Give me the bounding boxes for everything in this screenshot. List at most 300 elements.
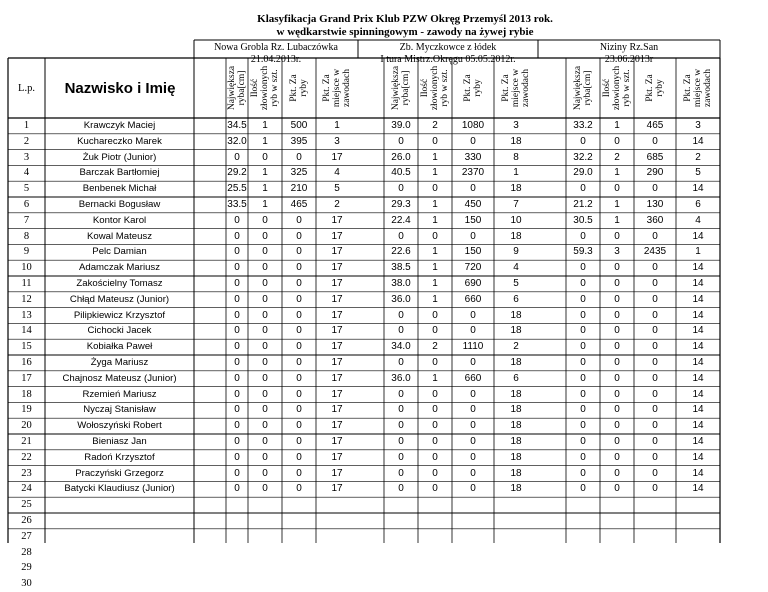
cell-fish-count: 0 [614,436,620,447]
cell-fish-points: 0 [652,372,658,384]
cell-fish-count: 0 [432,483,438,495]
cell-fish-points: 0 [652,293,658,305]
row-number: 12 [21,293,32,305]
cell-place-points: 17 [331,262,343,274]
cell-fish-points: 0 [470,309,476,321]
cell-fish-count: 0 [614,341,620,353]
cell-fish-count: 0 [432,309,438,321]
competitor-name: Barczak Bartłomiej [79,167,160,179]
cell-fish-count: 1 [262,135,268,147]
cell-fish-count: 0 [262,483,268,495]
cell-fish-points: 0 [470,420,476,432]
competitor-name: Bernacki Bogusław [78,199,161,210]
lp-header: L.p. [18,82,35,94]
competitor-name: Chajnosz Mateusz (Junior) [62,372,177,384]
cell-biggest-fish: 0 [398,436,404,447]
cell-fish-points: 0 [652,451,658,463]
column-header-fish-points [452,58,494,118]
cell-place-points: 14 [692,262,704,274]
cell-place-points: 14 [692,420,704,432]
cell-biggest-fish: 0 [580,230,586,242]
row-number: 3 [23,151,30,163]
cell-fish-count: 1 [262,120,268,131]
cell-fish-count: 0 [432,436,438,447]
row-number: 16 [21,357,32,368]
cell-fish-points: 0 [470,388,476,400]
competitor-name: Zakościelny Tomasz [76,278,163,289]
cell-fish-points: 210 [290,183,308,195]
cell-fish-count: 0 [262,214,268,226]
cell-fish-count: 0 [432,357,438,368]
cell-fish-count: 0 [262,436,268,447]
cell-place-points: 1 [513,167,519,179]
cell-biggest-fish: 0 [234,467,240,479]
cell-biggest-fish: 0 [234,246,240,258]
cell-biggest-fish: 34.0 [391,341,411,353]
column-header-text: Pkt. Za ryby [645,74,665,102]
cell-fish-count: 1 [614,167,620,179]
cell-fish-points: 290 [646,167,664,179]
cell-place-points: 18 [510,483,522,495]
cell-fish-points: 0 [296,451,302,463]
column-header-text: Największa ryba[cm] [227,65,248,111]
cell-biggest-fish: 33.5 [227,199,247,210]
cell-fish-points: 465 [646,120,664,131]
cell-place-points: 17 [331,404,343,416]
cell-biggest-fish: 21.2 [573,199,593,210]
cell-place-points: 17 [331,309,343,321]
cell-biggest-fish: 0 [398,388,404,400]
cell-place-points: 14 [692,357,704,368]
cell-biggest-fish: 0 [398,451,404,463]
cell-fish-points: 330 [464,151,482,163]
row-number: 18 [21,388,32,400]
cell-biggest-fish: 0 [398,230,404,242]
cell-fish-count: 0 [432,135,438,147]
cell-place-points: 18 [510,183,522,195]
row-number: 29 [21,562,32,574]
cell-place-points: 2 [513,341,519,353]
cell-place-points: 4 [695,214,701,226]
row-number: 9 [23,246,30,258]
name-header: Nazwisko i Imię [64,79,176,97]
row-number: 6 [23,199,30,210]
cell-fish-points: 0 [652,230,658,242]
cell-fish-points: 0 [652,357,658,368]
row-number: 14 [21,325,32,337]
cell-fish-points: 0 [652,483,658,495]
cell-fish-count: 0 [614,325,620,337]
cell-fish-count: 1 [614,199,620,210]
cell-fish-count: 3 [614,246,620,258]
cell-fish-points: 0 [652,388,658,400]
cell-place-points: 17 [331,341,343,353]
row-number: 17 [21,372,32,384]
column-header-text: Ilość złowionych ryb w szt. [250,65,281,111]
cell-fish-count: 0 [262,420,268,432]
cell-biggest-fish: 0 [398,325,404,337]
column-header-text: Ilość złowionych ryb w szt. [602,65,633,111]
cell-biggest-fish: 0 [580,372,586,384]
cell-fish-points: 720 [464,262,482,274]
cell-fish-points: 0 [652,278,658,289]
cell-place-points: 5 [513,278,519,289]
cell-fish-count: 0 [614,467,620,479]
cell-biggest-fish: 39.0 [391,120,411,131]
cell-fish-points: 690 [464,278,482,289]
cell-fish-points: 0 [296,467,302,479]
venue-date: 21.04.2013r. [250,54,302,65]
competitor-name: Benbenek Michał [82,183,157,195]
cell-fish-count: 0 [614,357,620,368]
column-header-fish-count [600,58,634,118]
cell-biggest-fish: 25.5 [227,183,247,195]
cell-fish-count: 1 [614,214,620,226]
cell-fish-count: 0 [262,309,268,321]
cell-place-points: 17 [331,246,343,258]
cell-fish-count: 1 [432,246,438,258]
column-header-text: Największa ryba[cm] [391,65,412,111]
cell-place-points: 14 [692,372,704,384]
cell-biggest-fish: 0 [580,309,586,321]
cell-fish-points: 0 [296,404,302,416]
cell-biggest-fish: 0 [580,451,586,463]
cell-biggest-fish: 0 [234,325,240,337]
cell-place-points: 14 [692,325,704,337]
cell-place-points: 18 [510,309,522,321]
cell-fish-count: 0 [614,388,620,400]
cell-biggest-fish: 0 [398,183,404,195]
row-number: 4 [23,167,30,179]
cell-place-points: 14 [692,483,704,495]
cell-fish-count: 1 [262,199,268,210]
row-number: 5 [23,183,30,195]
cell-fish-count: 0 [432,183,438,195]
cell-biggest-fish: 0 [234,388,240,400]
cell-fish-points: 0 [296,230,302,242]
column-header-text: Pkt. Za miejsce w zawodach [501,68,531,108]
cell-biggest-fish: 0 [234,278,240,289]
cell-biggest-fish: 0 [398,357,404,368]
cell-fish-points: 0 [296,357,302,368]
cell-fish-points: 500 [290,120,308,131]
competitor-name: Wołoszyński Robert [77,420,162,432]
cell-fish-count: 0 [614,404,620,416]
row-number: 22 [21,451,32,463]
cell-place-points: 18 [510,420,522,432]
row-number: 8 [23,230,30,242]
column-header-text: Pkt. Za ryby [289,74,309,102]
column-header-text: Pkt. Za miejsce w zawodach [683,68,713,108]
cell-fish-count: 0 [614,230,620,242]
cell-place-points: 17 [331,483,343,495]
venue-date: I tura Mistrz.Okręgu 05.05.2012r. [380,54,516,65]
cell-place-points: 14 [692,135,704,147]
cell-fish-count: 1 [432,293,438,305]
cell-place-points: 14 [692,436,704,447]
cell-biggest-fish: 0 [234,451,240,463]
cell-fish-count: 0 [614,483,620,495]
column-header-place-points [676,58,720,118]
cell-biggest-fish: 0 [234,436,240,447]
row-number: 24 [21,483,32,495]
cell-biggest-fish: 0 [398,309,404,321]
cell-place-points: 18 [510,436,522,447]
cell-biggest-fish: 0 [234,309,240,321]
cell-biggest-fish: 22.6 [391,246,411,258]
cell-place-points: 14 [692,467,704,479]
cell-fish-points: 0 [296,246,302,258]
cell-biggest-fish: 26.0 [391,151,411,163]
cell-fish-points: 450 [464,199,482,210]
cell-fish-points: 0 [296,151,302,163]
column-header-fish-count [248,58,282,118]
column-header-fish-points [282,58,316,118]
cell-place-points: 18 [510,135,522,147]
cell-place-points: 18 [510,467,522,479]
cell-fish-count: 0 [262,372,268,384]
cell-fish-points: 150 [464,214,482,226]
cell-biggest-fish: 34.5 [227,120,247,131]
cell-fish-count: 0 [614,309,620,321]
cell-biggest-fish: 30.5 [573,214,593,226]
cell-fish-count: 0 [262,230,268,242]
cell-fish-count: 0 [262,388,268,400]
competitor-name: Krawczyk Maciej [83,120,156,131]
cell-fish-points: 0 [652,135,658,147]
cell-place-points: 4 [513,262,519,274]
venue-name: Niziny Rz.San [599,42,659,53]
cell-biggest-fish: 0 [580,436,586,447]
cell-place-points: 17 [331,436,343,447]
row-number: 25 [21,499,32,511]
cell-place-points: 14 [692,293,704,305]
cell-fish-points: 0 [652,341,658,353]
row-number: 1 [23,120,30,131]
competitor-name: Cichocki Jacek [87,325,152,337]
cell-biggest-fish: 0 [398,420,404,432]
cell-fish-points: 0 [470,404,476,416]
cell-biggest-fish: 40.5 [391,167,411,179]
cell-fish-count: 0 [614,372,620,384]
competitor-name: Radoń Krzysztof [84,451,155,463]
cell-fish-points: 130 [646,199,664,210]
cell-biggest-fish: 0 [580,293,586,305]
cell-biggest-fish: 0 [580,483,586,495]
cell-fish-count: 0 [262,246,268,258]
cell-fish-points: 0 [652,436,658,447]
cell-place-points: 14 [692,183,704,195]
cell-fish-count: 1 [432,372,438,384]
cell-place-points: 14 [692,278,704,289]
cell-biggest-fish: 0 [580,404,586,416]
competitor-name: Kuchareczko Marek [77,135,162,147]
venue-date: 23.06.2013r [604,54,654,65]
cell-place-points: 18 [510,451,522,463]
cell-fish-points: 325 [290,167,308,179]
cell-biggest-fish: 0 [580,341,586,353]
row-number: 11 [21,278,32,289]
cell-fish-count: 0 [432,230,438,242]
cell-place-points: 10 [510,214,522,226]
cell-place-points: 3 [695,120,701,131]
cell-fish-points: 0 [652,262,658,274]
cell-biggest-fish: 0 [234,341,240,353]
cell-biggest-fish: 38.5 [391,262,411,274]
cell-fish-points: 0 [296,262,302,274]
cell-fish-count: 0 [262,325,268,337]
cell-biggest-fish: 0 [234,404,240,416]
cell-fish-points: 360 [646,214,664,226]
row-number: 15 [21,341,32,353]
cell-place-points: 14 [692,388,704,400]
cell-biggest-fish: 38.0 [391,278,411,289]
column-header-fish-points [634,58,676,118]
cell-fish-count: 1 [262,167,268,179]
cell-place-points: 17 [331,372,343,384]
cell-fish-points: 0 [652,309,658,321]
cell-biggest-fish: 0 [398,467,404,479]
column-header-place-points [494,58,538,118]
cell-place-points: 14 [692,341,704,353]
cell-fish-count: 1 [432,199,438,210]
cell-fish-count: 1 [432,214,438,226]
cell-place-points: 17 [331,214,343,226]
cell-place-points: 17 [331,293,343,305]
cell-fish-count: 0 [614,420,620,432]
cell-place-points: 17 [331,151,343,163]
cell-fish-points: 0 [652,325,658,337]
cell-fish-count: 0 [432,388,438,400]
cell-fish-points: 2370 [461,167,485,179]
cell-place-points: 17 [331,420,343,432]
competitor-name: Batycki Klaudiusz (Junior) [64,483,175,495]
cell-place-points: 14 [692,230,704,242]
cell-place-points: 2 [334,199,340,210]
sheet-subtitle: w wędkarstwie spinningowym - zawody na żywej rybie [276,26,534,38]
cell-fish-points: 0 [652,404,658,416]
cell-fish-count: 0 [262,293,268,305]
cell-biggest-fish: 0 [234,151,240,163]
column-header-fish-count [418,58,452,118]
row-number: 21 [21,436,32,447]
cell-place-points: 1 [334,120,340,131]
cell-place-points: 14 [692,451,704,463]
cell-biggest-fish: 22.4 [391,214,411,226]
cell-place-points: 1 [695,246,701,258]
cell-fish-count: 1 [432,167,438,179]
cell-biggest-fish: 0 [398,404,404,416]
cell-biggest-fish: 0 [580,388,586,400]
row-number: 7 [23,214,30,226]
cell-place-points: 4 [334,167,340,179]
cell-fish-points: 0 [470,357,476,368]
cell-place-points: 17 [331,357,343,368]
competitor-name: Kowal Mateusz [86,230,153,242]
cell-place-points: 17 [331,451,343,463]
cell-fish-count: 1 [432,151,438,163]
cell-biggest-fish: 0 [580,420,586,432]
cell-fish-points: 0 [470,483,476,495]
cell-place-points: 3 [334,135,340,147]
cell-fish-count: 2 [432,120,438,131]
cell-place-points: 18 [510,357,522,368]
competitor-name: Pilipkiewicz Krzysztof [73,309,166,321]
column-header-text: Ilość złowionych ryb w szt. [420,65,451,111]
sheet-title: Klasyfikacja Grand Prix Klub PZW Okręg Przemyśl 2013 rok. [257,13,553,25]
row-number: 20 [21,420,32,432]
row-number: 10 [21,262,32,274]
cell-place-points: 18 [510,388,522,400]
cell-fish-count: 0 [262,151,268,163]
column-header-text: Pkt. Za miejsce w zawodach [322,68,352,108]
cell-fish-points: 0 [470,230,476,242]
cell-fish-points: 0 [296,436,302,447]
cell-fish-points: 0 [296,420,302,432]
cell-biggest-fish: 29.3 [391,199,411,210]
cell-place-points: 17 [331,278,343,289]
cell-fish-points: 0 [470,467,476,479]
cell-fish-count: 0 [262,262,268,274]
column-header-place-points [316,58,358,118]
column-header-biggest-fish [566,58,600,118]
cell-fish-count: 0 [614,278,620,289]
cell-fish-count: 0 [432,467,438,479]
cell-place-points: 6 [695,199,701,210]
cell-fish-points: 1080 [461,120,485,131]
cell-place-points: 18 [510,325,522,337]
row-number: 28 [21,546,32,558]
competitor-name: Chłąd Mateusz (Junior) [69,293,170,305]
cell-fish-count: 0 [432,325,438,337]
cell-biggest-fish: 0 [234,262,240,274]
cell-fish-points: 0 [296,278,302,289]
cell-fish-points: 0 [296,214,302,226]
cell-place-points: 8 [513,151,519,163]
cell-place-points: 18 [510,230,522,242]
cell-fish-points: 0 [296,325,302,337]
cell-biggest-fish: 32.0 [227,135,247,147]
cell-fish-points: 0 [296,293,302,305]
cell-place-points: 5 [695,167,701,179]
cell-place-points: 17 [331,467,343,479]
cell-fish-count: 1 [432,262,438,274]
cell-biggest-fish: 29.0 [573,167,593,179]
cell-place-points: 14 [692,309,704,321]
competitor-name: Praczyński Grzegorz [75,467,164,479]
competitor-name: Nyczaj Stanisław [83,404,156,416]
cell-place-points: 5 [334,183,340,195]
cell-biggest-fish: 0 [580,262,586,274]
cell-place-points: 6 [513,293,519,305]
cell-biggest-fish: 59.3 [573,246,593,258]
venue-name: Zb. Myczkowce z łódek [399,42,497,53]
cell-fish-points: 150 [464,246,482,258]
cell-place-points: 6 [513,372,519,384]
cell-fish-count: 1 [262,183,268,195]
cell-fish-points: 0 [296,372,302,384]
cell-fish-points: 0 [470,325,476,337]
cell-biggest-fish: 0 [580,357,586,368]
cell-fish-points: 465 [290,199,308,210]
cell-fish-count: 2 [614,151,620,163]
cell-biggest-fish: 0 [580,325,586,337]
competitor-name: Kontor Karol [92,214,147,226]
competitor-name: Kobiałka Paweł [86,341,153,353]
cell-fish-points: 0 [470,436,476,447]
cell-fish-count: 0 [614,135,620,147]
cell-fish-count: 0 [262,404,268,416]
